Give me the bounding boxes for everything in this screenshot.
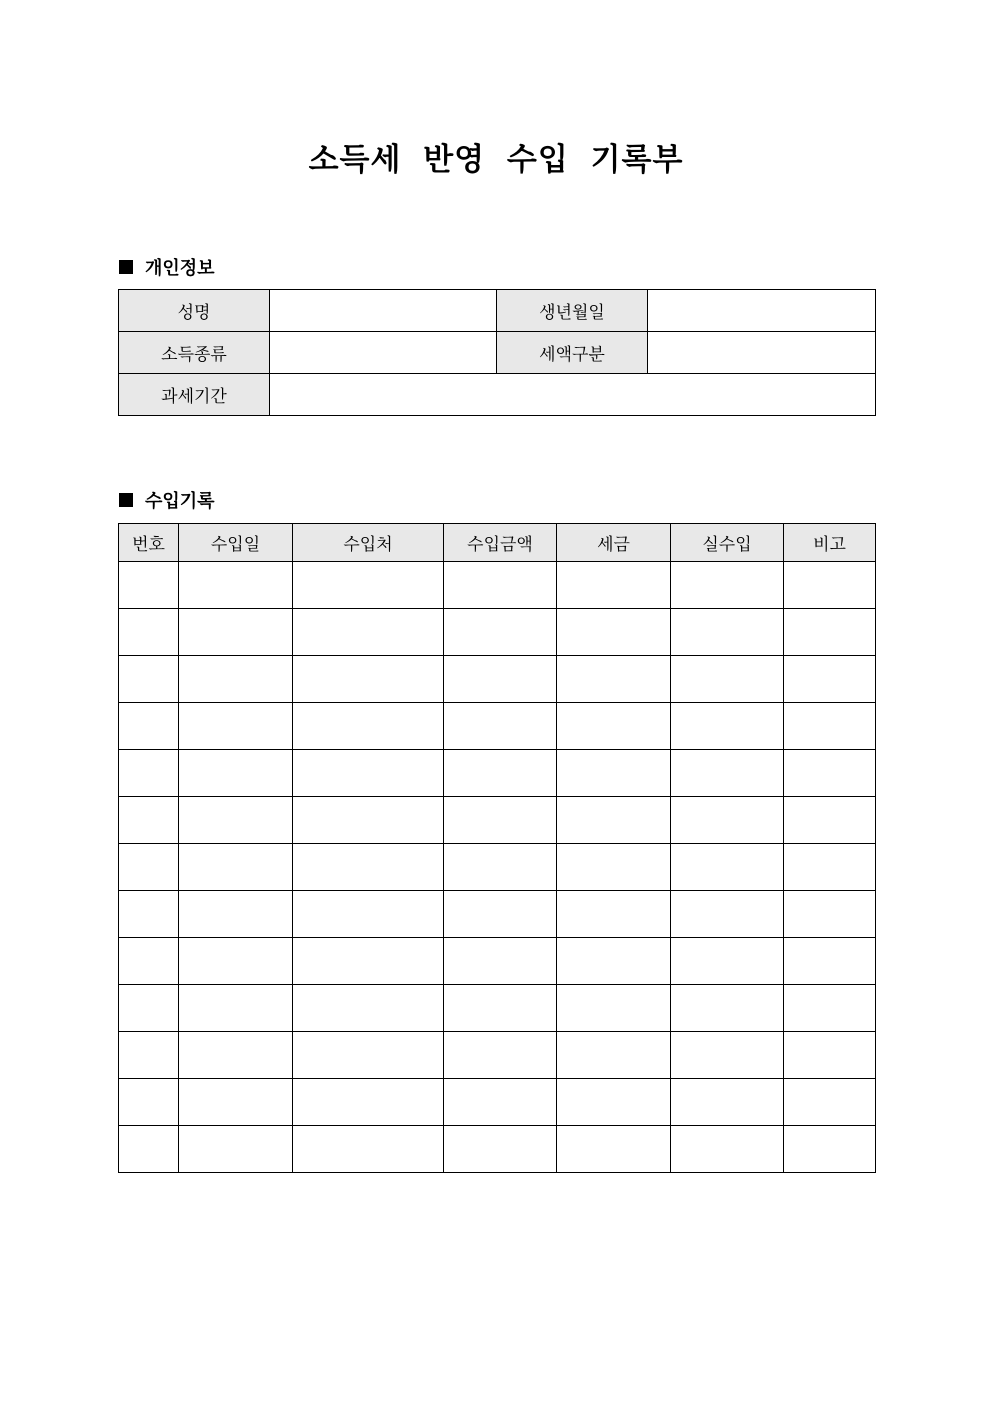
cell-net-income[interactable] <box>671 656 784 703</box>
cell-remarks[interactable] <box>784 562 876 609</box>
cell-tax[interactable] <box>557 985 671 1032</box>
cell-income-amount[interactable] <box>444 703 557 750</box>
cell-remarks[interactable] <box>784 656 876 703</box>
cell-tax[interactable] <box>557 844 671 891</box>
cell-remarks[interactable] <box>784 703 876 750</box>
tax-category-field[interactable] <box>648 332 876 374</box>
table-row <box>119 1032 876 1079</box>
cell-tax[interactable] <box>557 938 671 985</box>
cell-net-income[interactable] <box>671 1079 784 1126</box>
cell-income-date[interactable] <box>179 938 293 985</box>
cell-number[interactable] <box>119 1032 179 1079</box>
table-row <box>119 985 876 1032</box>
column-header-number: 번호 <box>119 524 179 562</box>
cell-income-amount[interactable] <box>444 609 557 656</box>
cell-income-source[interactable] <box>293 844 444 891</box>
cell-income-source[interactable] <box>293 656 444 703</box>
birth-date-label: 생년월일 <box>497 290 648 332</box>
cell-income-date[interactable] <box>179 1079 293 1126</box>
cell-income-source[interactable] <box>293 750 444 797</box>
cell-income-amount[interactable] <box>444 562 557 609</box>
cell-number[interactable] <box>119 1079 179 1126</box>
cell-tax[interactable] <box>557 797 671 844</box>
cell-income-source[interactable] <box>293 1079 444 1126</box>
table-row <box>119 797 876 844</box>
cell-tax[interactable] <box>557 1079 671 1126</box>
cell-income-date[interactable] <box>179 1032 293 1079</box>
cell-net-income[interactable] <box>671 938 784 985</box>
table-row <box>119 1126 876 1173</box>
column-header-tax: 세금 <box>557 524 671 562</box>
cell-income-amount[interactable] <box>444 750 557 797</box>
cell-income-source[interactable] <box>293 1032 444 1079</box>
table-header-row <box>119 524 876 562</box>
cell-net-income[interactable] <box>671 844 784 891</box>
cell-income-amount[interactable] <box>444 1079 557 1126</box>
column-header-income-amount: 수입금액 <box>444 524 557 562</box>
cell-net-income[interactable] <box>671 562 784 609</box>
cell-net-income[interactable] <box>671 797 784 844</box>
cell-remarks[interactable] <box>784 1126 876 1173</box>
cell-remarks[interactable] <box>784 938 876 985</box>
cell-remarks[interactable] <box>784 750 876 797</box>
table-row <box>119 1079 876 1126</box>
income-records-table <box>118 523 876 1173</box>
cell-number[interactable] <box>119 609 179 656</box>
cell-net-income[interactable] <box>671 609 784 656</box>
cell-income-source[interactable] <box>293 985 444 1032</box>
cell-income-source[interactable] <box>293 891 444 938</box>
cell-income-amount[interactable] <box>444 1032 557 1079</box>
cell-income-date[interactable] <box>179 656 293 703</box>
personal-info-table <box>118 289 876 416</box>
cell-income-amount[interactable] <box>444 1126 557 1173</box>
cell-number[interactable] <box>119 703 179 750</box>
table-row <box>119 750 876 797</box>
square-bullet-icon <box>119 493 133 507</box>
cell-income-source[interactable] <box>293 938 444 985</box>
cell-income-source[interactable] <box>293 562 444 609</box>
table-row <box>119 938 876 985</box>
column-header-income-source: 수입처 <box>293 524 444 562</box>
personal-info-heading <box>119 254 215 280</box>
cell-income-source[interactable] <box>293 703 444 750</box>
cell-number[interactable] <box>119 891 179 938</box>
tax-period-label: 과세기간 <box>119 374 270 416</box>
tax-period-field[interactable] <box>270 374 876 416</box>
table-row <box>119 891 876 938</box>
cell-income-date[interactable] <box>179 703 293 750</box>
income-type-field[interactable] <box>270 332 497 374</box>
square-bullet-icon <box>119 260 133 274</box>
cell-number[interactable] <box>119 797 179 844</box>
personal-row-1 <box>119 290 876 332</box>
cell-net-income[interactable] <box>671 985 784 1032</box>
name-field[interactable] <box>270 290 497 332</box>
table-row <box>119 609 876 656</box>
cell-income-date[interactable] <box>179 985 293 1032</box>
cell-tax[interactable] <box>557 562 671 609</box>
cell-number[interactable] <box>119 656 179 703</box>
cell-number[interactable] <box>119 562 179 609</box>
cell-income-date[interactable] <box>179 844 293 891</box>
cell-remarks[interactable] <box>784 1032 876 1079</box>
cell-income-amount[interactable] <box>444 844 557 891</box>
table-body <box>119 562 876 1173</box>
cell-income-source[interactable] <box>293 609 444 656</box>
cell-income-date[interactable] <box>179 562 293 609</box>
table-row <box>119 656 876 703</box>
income-type-label: 소득종류 <box>119 332 270 374</box>
cell-net-income[interactable] <box>671 1032 784 1079</box>
table-row <box>119 562 876 609</box>
cell-number[interactable] <box>119 1126 179 1173</box>
cell-net-income[interactable] <box>671 891 784 938</box>
income-records-heading <box>119 487 215 513</box>
cell-income-amount[interactable] <box>444 891 557 938</box>
cell-remarks[interactable] <box>784 609 876 656</box>
personal-row-2 <box>119 332 876 374</box>
cell-remarks[interactable] <box>784 844 876 891</box>
table-row <box>119 703 876 750</box>
column-header-net-income: 실수입 <box>671 524 784 562</box>
cell-income-date[interactable] <box>179 1126 293 1173</box>
income-records-heading-text: 수입기록 <box>145 491 215 512</box>
cell-tax[interactable] <box>557 1032 671 1079</box>
cell-income-date[interactable] <box>179 891 293 938</box>
cell-number[interactable] <box>119 985 179 1032</box>
cell-income-source[interactable] <box>293 797 444 844</box>
cell-income-date[interactable] <box>179 609 293 656</box>
personal-row-3 <box>119 374 876 416</box>
table-row <box>119 844 876 891</box>
cell-remarks[interactable] <box>784 1079 876 1126</box>
document-title: 소득세 반영 수입 기록부 <box>308 142 684 178</box>
cell-tax[interactable] <box>557 891 671 938</box>
cell-tax[interactable] <box>557 1126 671 1173</box>
cell-remarks[interactable] <box>784 797 876 844</box>
cell-remarks[interactable] <box>784 985 876 1032</box>
cell-income-amount[interactable] <box>444 938 557 985</box>
cell-income-date[interactable] <box>179 750 293 797</box>
cell-net-income[interactable] <box>671 750 784 797</box>
personal-info-heading-text: 개인정보 <box>145 258 215 279</box>
cell-income-amount[interactable] <box>444 985 557 1032</box>
cell-tax[interactable] <box>557 609 671 656</box>
cell-income-date[interactable] <box>179 797 293 844</box>
cell-income-amount[interactable] <box>444 656 557 703</box>
cell-net-income[interactable] <box>671 1126 784 1173</box>
cell-number[interactable] <box>119 750 179 797</box>
column-header-remarks: 비고 <box>784 524 876 562</box>
name-label: 성명 <box>119 290 270 332</box>
cell-income-amount[interactable] <box>444 797 557 844</box>
tax-category-label: 세액구분 <box>497 332 648 374</box>
birth-date-field[interactable] <box>648 290 876 332</box>
cell-net-income[interactable] <box>671 703 784 750</box>
cell-number[interactable] <box>119 844 179 891</box>
cell-number[interactable] <box>119 938 179 985</box>
cell-tax[interactable] <box>557 703 671 750</box>
cell-remarks[interactable] <box>784 891 876 938</box>
cell-tax[interactable] <box>557 750 671 797</box>
cell-income-source[interactable] <box>293 1126 444 1173</box>
cell-tax[interactable] <box>557 656 671 703</box>
column-header-income-date: 수입일 <box>179 524 293 562</box>
